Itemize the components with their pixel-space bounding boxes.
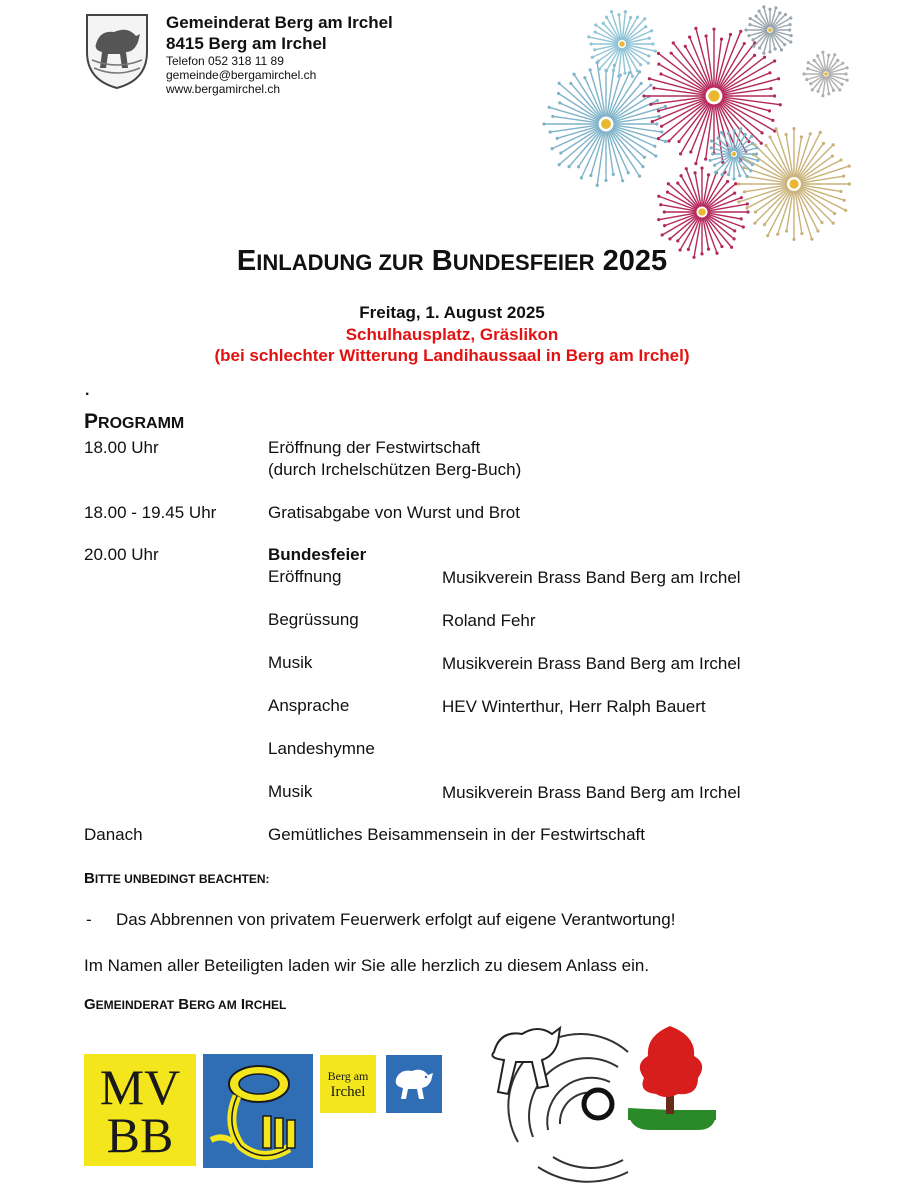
firework-burst [802,51,848,98]
closing-text: Im Namen aller Beteiligten laden wir Sie alle herzlich zu diesem Anlass ein. [84,956,650,975]
sign-rest-3: RCHEL [245,998,287,1012]
municipal-crest-icon [84,12,150,90]
event-place: Schulhausplatz, Gräslikon [345,325,559,344]
program-text-2: Gratisabgabe von Wurst und Brot [268,503,520,522]
firework-burst [737,127,851,241]
boar-badge-logo [386,1055,442,1113]
sign-rest-2: ERG AM [189,998,237,1012]
feier-item-3: Musik [268,653,313,672]
mvbb-line-1: MV [99,1059,181,1115]
sign-cap-1: G [84,996,96,1013]
feier-by-4: HEV Winterthur, Herr Ralph Bauert [442,697,706,716]
invitation-title [0,245,904,278]
feier-item-5: Landeshymne [268,739,375,758]
letterhead-name: Gemeinderat Berg am Irchel [166,13,393,32]
notice-heading [84,870,270,887]
program-heading-cap: P [84,410,99,433]
brass-instrument-logo [203,1054,313,1168]
signature [84,996,286,1013]
letterhead-phone: Telefon 052 318 11 89 [166,54,284,68]
title-cap-2: B [431,245,453,277]
feier-by-2: Roland Fehr [442,611,536,630]
sign-rest-1: EMEINDERAT [95,998,175,1012]
program-heading [84,410,184,434]
feier-item-2: Begrüssung [268,610,359,629]
program-text-1b: (durch Irchelschützen Berg-Buch) [268,460,522,479]
firework-bursts [542,5,851,259]
title-rest-2: UNDESFEIER [452,250,595,275]
feier-item-6: Musik [268,782,313,801]
feier-by-3: Musikverein Brass Band Berg am Irchel [442,654,741,673]
berg-logo-line-2: Irchel [330,1084,366,1100]
title-year: 2025 [602,245,668,277]
feier-by-6: Musikverein Brass Band Berg am Irchel [442,783,741,802]
letterhead-city: 8415 Berg am Irchel [166,34,327,53]
mvbb-line-2: BB [106,1107,174,1163]
after-text: Gemütliches Beisammensein in der Festwirtschaft [268,825,645,844]
sign-cap-3: I [240,996,246,1013]
letterhead-web: www.bergamirchel.ch [166,82,281,96]
notice-text: Das Abbrennen von privatem Feuerwerk erfolgt auf eigene Verantwortung! [116,910,676,929]
program-time-3: 20.00 Uhr [84,545,159,564]
notice-dash: - [86,910,92,929]
berg-am-irchel-logo [320,1055,376,1113]
firework-burst [542,61,667,187]
fireworks-illustration [536,4,866,266]
notice-heading-cap: B [84,870,95,887]
program-heading-rest: ROGRAMM [98,415,185,432]
feier-item-4: Ansprache [268,696,350,715]
title-rest-1: INLADUNG ZUR [256,250,424,275]
letterhead-email: gemeinde@bergamirchel.ch [166,68,317,82]
event-weather-note: (bei schlechter Witterung Landihaussaal in Berg am Irchel) [214,346,690,365]
stray-dot: . [85,382,90,399]
firework-burst [708,127,759,180]
irchel-emblem [478,1012,718,1188]
program-text-1a: Eröffnung der Festwirtschaft [268,438,481,457]
event-date: Freitag, 1. August 2025 [359,303,545,322]
feier-by-1: Musikverein Brass Band Berg am Irchel [442,568,741,587]
title-cap-1: E [236,245,257,277]
berg-logo-line-1: Berg am [327,1069,369,1083]
program-time-2: 18.00 - 19.45 Uhr [84,503,217,522]
feier-item-1: Eröffnung [268,567,342,586]
program-text-3: Bundesfeier [268,545,367,564]
sign-cap-2: B [178,996,190,1013]
mvbb-logo [84,1054,196,1166]
program-time-1: 18.00 Uhr [84,438,159,457]
notice-heading-rest: ITTE UNBEDINGT BEACHTEN: [94,872,270,886]
after-time: Danach [84,825,143,844]
